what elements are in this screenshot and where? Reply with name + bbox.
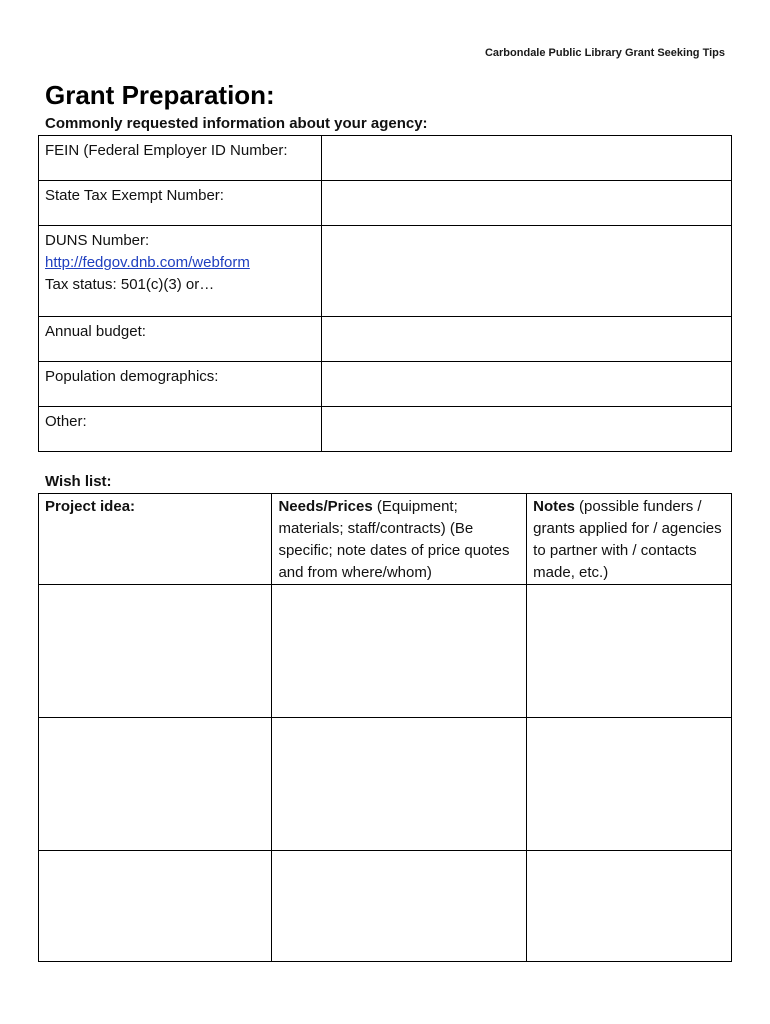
project-idea-cell[interactable] [39, 585, 272, 718]
duns-cell [39, 226, 322, 317]
fein-field[interactable] [322, 136, 732, 181]
table-row [39, 226, 732, 317]
table-row [39, 585, 732, 718]
table-row [39, 362, 732, 407]
project-idea-cell[interactable] [39, 718, 272, 851]
agency-info-subtitle: Commonly requested information about your agency: [45, 115, 428, 132]
table-row [39, 718, 732, 851]
other-label: Other: [39, 407, 322, 452]
table-row [39, 851, 732, 962]
project-idea-header: Project idea: [39, 494, 272, 585]
population-field[interactable] [322, 362, 732, 407]
other-field[interactable] [322, 407, 732, 452]
annual-budget-field[interactable] [322, 317, 732, 362]
table-row [39, 407, 732, 452]
wish-list-label: Wish list: [45, 473, 112, 490]
notes-header: Notes (possible funders / grants applied for / agencies to partner with / contacts made, etc.) [527, 494, 732, 585]
population-label: Population demographics: [39, 362, 322, 407]
state-tax-field[interactable] [322, 181, 732, 226]
duns-field[interactable] [322, 226, 732, 317]
duns-label: DUNS Number: [45, 232, 150, 249]
needs-prices-cell[interactable] [272, 851, 527, 962]
tax-status-label: Tax status: 501(c)(3) or… [45, 276, 215, 293]
page-title: Grant Preparation: [45, 80, 275, 110]
needs-prices-cell[interactable] [272, 718, 527, 851]
project-idea-cell[interactable] [39, 851, 272, 962]
needs-prices-header: Needs/Prices (Equipment; materials; staff/contracts) (Be specific; note dates of price quotes and from where/whom) [272, 494, 527, 585]
state-tax-label: State Tax Exempt Number: [39, 181, 322, 226]
table-row [39, 136, 732, 181]
fein-label: FEIN (Federal Employer ID Number: [39, 136, 322, 181]
table-row [39, 181, 732, 226]
wish-list-table [38, 493, 732, 962]
needs-prices-cell[interactable] [272, 585, 527, 718]
annual-budget-label: Annual budget: [39, 317, 322, 362]
table-row [39, 317, 732, 362]
header-note: Carbondale Public Library Grant Seeking Tips [484, 47, 725, 59]
table-header-row [39, 494, 732, 585]
notes-cell[interactable] [527, 585, 732, 718]
duns-link[interactable]: http://fedgov.dnb.com/webform [45, 254, 250, 271]
notes-cell[interactable] [527, 718, 732, 851]
agency-info-table [38, 135, 732, 452]
notes-cell[interactable] [527, 851, 732, 962]
